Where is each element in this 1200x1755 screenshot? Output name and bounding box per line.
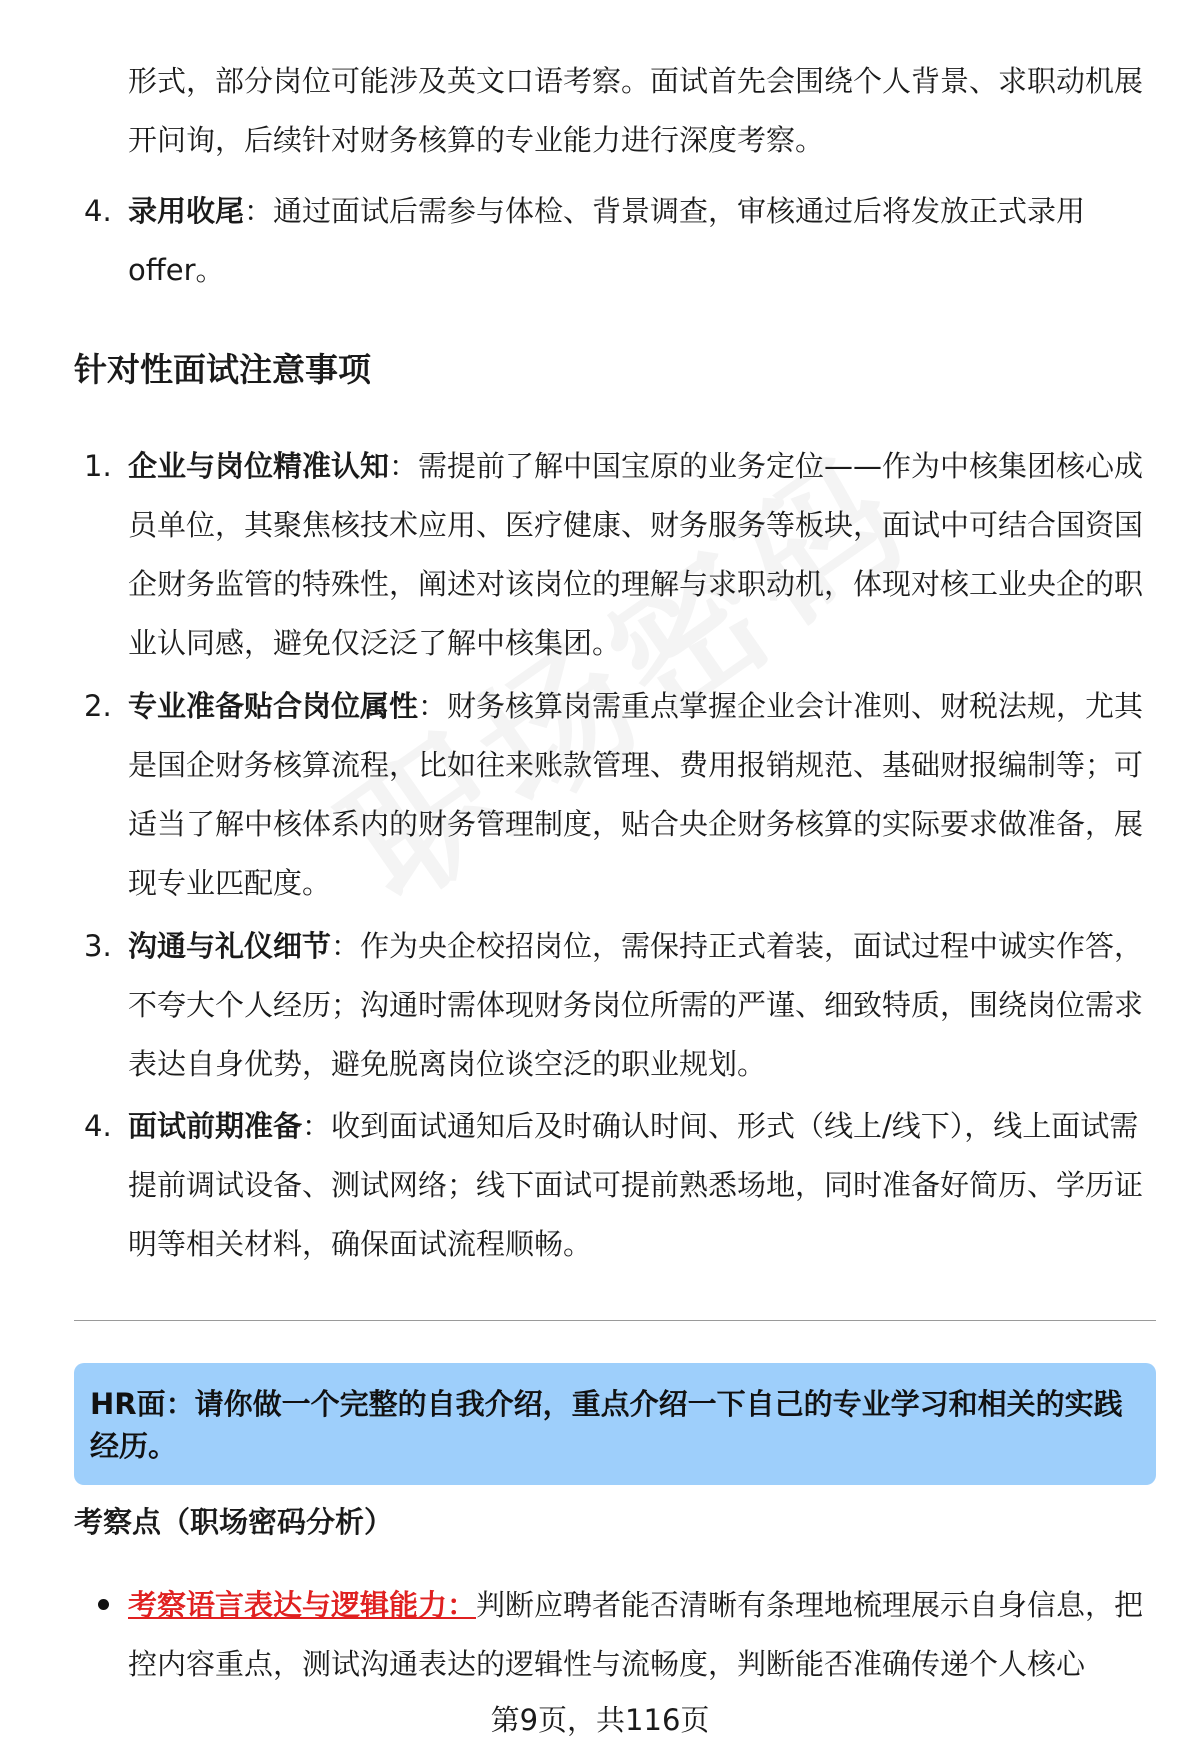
section-item-4 xyxy=(128,1097,1158,1274)
section-item-3-text: ：作为央企校招岗位，需保持正式着装，面试过程中诚实作答，不夸大个人经历；沟通时需体现财务岗位所需的严谨、细致特质，围绕岗位需求表达自身优势，避免脱离岗位谈空泛的职业规划。 xyxy=(128,929,1144,1081)
item4-paragraph xyxy=(128,182,1158,300)
section-item-2-label: 专业准备贴合岗位属性 xyxy=(128,689,419,723)
section-item-2 xyxy=(128,677,1158,913)
section-item-3-label: 沟通与礼仪细节 xyxy=(128,929,332,963)
item4-label: 录用收尾 xyxy=(128,194,245,228)
section-item-1-label: 企业与岗位精准认知 xyxy=(128,449,390,483)
bullet-dot-icon xyxy=(98,1599,109,1610)
analysis-bullet-text: 判断应聘者能否清晰有条理地梳理展示自身信息，把控内容重点，测试沟通表达的逻辑性与流畅度，判断能否准确传递个人核心 xyxy=(128,1588,1144,1681)
item4-number: 4. xyxy=(84,194,112,228)
section-item-1-number: 1. xyxy=(84,449,112,483)
section-item-1 xyxy=(128,437,1158,673)
item4-text: ：通过面试后需参与体检、背景调查，审核通过后将发放正式录用offer。 xyxy=(128,194,1086,287)
section-item-3-number: 3. xyxy=(84,929,112,963)
analysis-bullet-label: 考察语言表达与逻辑能力： xyxy=(128,1588,477,1622)
section-item-3 xyxy=(128,917,1158,1094)
section-item-2-number: 2. xyxy=(84,689,112,723)
analysis-title: 考察点（职场密码分析） xyxy=(74,1505,394,1539)
item3-continued-text: 形式，部分岗位可能涉及英文口语考察。面试首先会围绕个人背景、求职动机展开问询，后续针对财务核算的专业能力进行深度考察。 xyxy=(128,64,1144,157)
section-title: 针对性面试注意事项 xyxy=(74,350,371,389)
section-item-4-number: 4. xyxy=(84,1109,112,1143)
hr-question-box: HR面：请你做一个完整的自我介绍，重点介绍一下自己的专业学习和相关的实践经历。 xyxy=(74,1363,1156,1485)
analysis-bullet xyxy=(128,1576,1158,1694)
divider-line xyxy=(74,1320,1156,1321)
section-item-2-text: ：财务核算岗需重点掌握企业会计准则、财税法规，尤其是国企财务核算流程，比如往来账款管理、费用报销规范、基础财报编制等；可适当了解中核体系内的财务管理制度，贴合央企财务核算的实际要求做准备，展现专业匹配度。 xyxy=(128,689,1144,900)
section-item-1-text: ：需提前了解中国宝原的业务定位——作为中核集团核心成员单位，其聚焦核技术应用、医疗健康、财务服务等板块，面试中可结合国资国企财务监管的特殊性，阐述对该岗位的理解与求职动机，体现对核工业央企的职业认同感，避免仅泛泛了解中核集团。 xyxy=(128,449,1144,660)
page-footer: 第9页，共116页 xyxy=(490,1703,710,1737)
section-item-4-text: ：收到面试通知后及时确认时间、形式（线上/线下），线上面试需提前调试设备、测试网络；线下面试可提前熟悉场地，同时准备好简历、学历证明等相关材料，确保面试流程顺畅。 xyxy=(128,1109,1144,1261)
section-item-4-label: 面试前期准备 xyxy=(128,1109,303,1143)
